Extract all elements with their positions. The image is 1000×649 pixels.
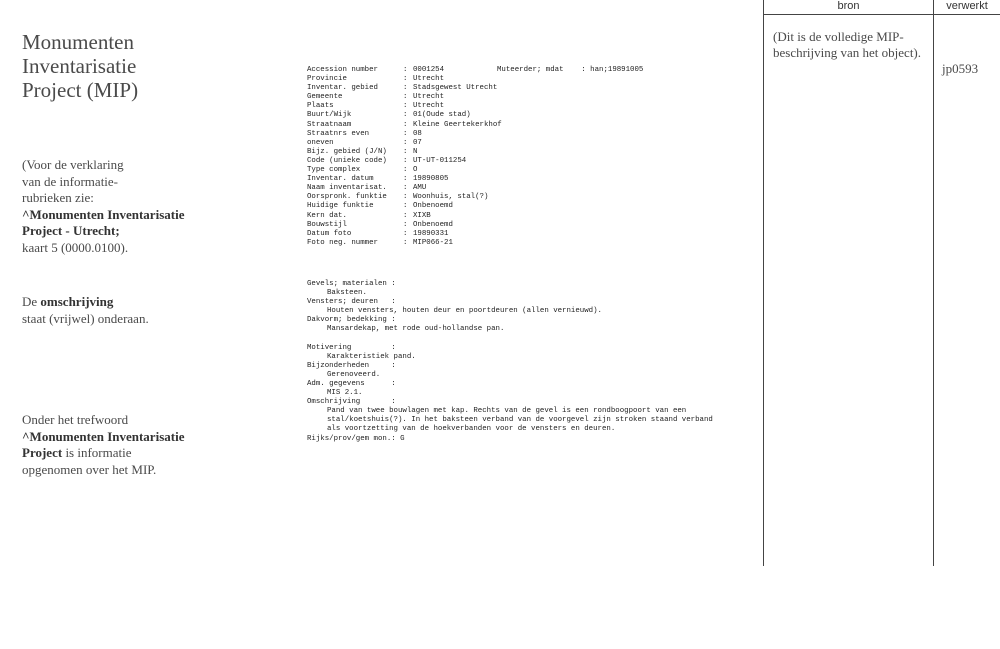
field-label: Oorspronk. funktie — [307, 193, 387, 202]
field-separator: : — [403, 93, 408, 102]
record-row — [307, 230, 502, 239]
field-separator: : — [403, 193, 408, 202]
field-separator: : — [403, 75, 408, 84]
field-label: Gevels; materialen : — [307, 280, 396, 288]
record-row — [307, 130, 502, 139]
record-row — [307, 221, 502, 230]
field-label: Bouwstijl — [307, 220, 347, 229]
title-line: Project (MIP) — [22, 78, 139, 102]
reference-link[interactable]: Project - Utrecht; — [22, 223, 120, 238]
field-separator: : — [403, 84, 408, 93]
field-value: Mansardekap, met rode oud-hollandse pan. — [327, 325, 505, 334]
field-separator: : — [403, 138, 408, 147]
field-label: Straatnaam — [307, 120, 352, 129]
table-header-divider — [763, 14, 1000, 15]
field-label: Rijks/prov/gem mon.: G — [307, 434, 405, 443]
reference-link[interactable]: ^Monumenten Inventarisatie — [22, 206, 185, 222]
note-bold: omschrijving — [40, 294, 114, 309]
note-line: Onder het trefwoord — [22, 412, 129, 427]
record-row — [307, 202, 502, 211]
field-separator: : — [403, 202, 408, 211]
field-separator: : — [403, 111, 408, 120]
field-label: Plaats — [307, 102, 334, 111]
record-row — [307, 102, 502, 111]
reference-link[interactable]: ^Monumenten Inventarisatie — [22, 428, 185, 444]
note-line: kaart 5 (0000.0100). — [22, 239, 129, 255]
table-divider — [763, 0, 764, 566]
field-value: 19890331 — [413, 229, 449, 238]
field-value: MIP066-21 — [413, 238, 453, 247]
record-row — [307, 148, 502, 157]
record-row — [307, 84, 502, 93]
field-value: Woonhuis, stal(?) — [413, 193, 489, 202]
record-row — [307, 166, 502, 175]
field-value: Utrecht — [413, 75, 445, 84]
field-value: Kleine Geertekerkhof — [413, 120, 502, 129]
field-label: Buurt/Wijk — [307, 111, 352, 120]
field-label: Bijzonderheden : — [307, 361, 396, 370]
record-row — [307, 193, 502, 202]
note-text: is informatie — [62, 445, 132, 460]
column-header-verwerkt: verwerkt — [946, 0, 988, 12]
field-value: Gerenoveerd. — [327, 370, 381, 379]
field-separator: : — [403, 238, 408, 247]
field-separator: : — [403, 129, 408, 138]
field-value: 01(Oude stad) — [413, 111, 471, 120]
field-label: Inventar. gebied — [307, 84, 378, 93]
field-value: Karakteristiek pand. — [327, 352, 416, 361]
field-value: XIXB — [413, 211, 431, 220]
record-row — [307, 111, 502, 120]
field-separator: : — [403, 102, 408, 111]
field-label: Motivering : — [307, 343, 396, 352]
field-value: Utrecht — [413, 102, 445, 111]
field-separator: : — [403, 147, 408, 156]
field-value: Stadsgewest Utrecht — [413, 84, 498, 93]
field-separator: : — [403, 184, 408, 193]
field-label: Accession number — [307, 66, 378, 74]
field-label: Naam inventarisat. — [307, 184, 387, 193]
record-row — [307, 93, 502, 102]
field-separator: : — [403, 156, 408, 165]
field-separator: : — [403, 120, 408, 129]
field-value: AMU — [413, 184, 427, 193]
verwerkt-cell: jp0593 — [942, 61, 979, 76]
note-line: rubrieken zie: — [22, 190, 94, 205]
note-line: (Voor de verklaring — [22, 157, 124, 172]
record-row — [307, 239, 502, 248]
field-value: Onbenoemd — [413, 202, 453, 211]
record-row — [307, 66, 502, 75]
record-description — [307, 280, 737, 444]
field-label: Provincie — [307, 75, 347, 84]
note-trefwoord — [22, 412, 184, 478]
table-divider — [933, 0, 934, 566]
field-value: 0001254 — [413, 66, 445, 74]
field-value: Onbenoemd — [413, 220, 453, 229]
note-line: van de informatie- — [22, 173, 119, 189]
field-value: Utrecht — [413, 93, 445, 102]
field-label: Kern dat. — [307, 211, 347, 220]
mutator-info: Muteerder; mdat : han;19891005 — [497, 66, 644, 74]
record-row — [307, 184, 502, 193]
field-label: Dakvorm; bedekking : — [307, 316, 396, 325]
note-line: opgenomen over het MIP. — [22, 461, 157, 477]
field-value: O — [413, 166, 418, 175]
field-label: Foto neg. nummer — [307, 238, 378, 247]
record-fields — [307, 66, 502, 248]
note-line: staat (vrijwel) onderaan. — [22, 310, 149, 326]
title-line: Inventarisatie — [22, 54, 137, 78]
field-value: MIS 2.1. — [327, 389, 363, 398]
field-value: Houten vensters, houten deur en poortdeuren (allen vernieuwd). — [327, 307, 602, 316]
record-row — [307, 121, 502, 130]
field-separator: : — [403, 175, 408, 184]
field-label: Datum foto — [307, 229, 352, 238]
record-row — [307, 175, 502, 184]
field-value: N — [413, 147, 418, 156]
reference-link[interactable]: Project — [22, 445, 63, 460]
field-label: oneven — [307, 138, 334, 147]
page-title — [22, 30, 138, 102]
column-header-bron: bron — [837, 0, 860, 12]
title-line: Monumenten — [22, 30, 134, 54]
record-row — [307, 75, 502, 84]
record-row — [307, 139, 502, 148]
field-label: Code (unieke code) — [307, 156, 387, 165]
field-label: Adm. gegevens : — [307, 379, 396, 388]
field-value: UT-UT-011254 — [413, 156, 467, 165]
bron-cell: (Dit is de volledige MIP-beschrijving van het object). — [773, 29, 922, 60]
record-row — [307, 212, 502, 221]
description-text: Pand van twee bouwlagen met kap. Rechts van de gevel is een rondboogpoort van een stal/koetshuis(?). In het baksteen verband van de voorgevel zijn stroken staand verband als voortzetting van de hoekverbanden voor de vensters en deuren. — [327, 407, 713, 434]
field-value: 19890805 — [413, 175, 449, 184]
field-label: Huidige funktie — [307, 202, 374, 211]
field-value: 08 — [413, 129, 422, 138]
field-separator: : — [403, 220, 408, 229]
field-separator: : — [403, 229, 408, 238]
field-label: Straatnrs even — [307, 129, 370, 138]
field-label: Bijz. gebied (J/N) — [307, 147, 387, 156]
field-separator: : — [403, 66, 408, 74]
field-separator: : — [403, 211, 408, 220]
field-value: 07 — [413, 138, 422, 147]
field-label: Omschrijving : — [307, 398, 396, 407]
note-text: De — [22, 294, 41, 309]
field-label: Inventar. datum — [307, 175, 374, 184]
field-value: Baksteen. — [327, 289, 367, 298]
field-label: Vensters; deuren : — [307, 298, 396, 307]
record-row — [307, 157, 502, 166]
field-separator: : — [403, 166, 408, 175]
note-verklaring — [22, 157, 184, 256]
field-label: Type complex — [307, 166, 361, 175]
field-label: Gemeente — [307, 93, 343, 102]
note-omschrijving — [22, 294, 149, 327]
